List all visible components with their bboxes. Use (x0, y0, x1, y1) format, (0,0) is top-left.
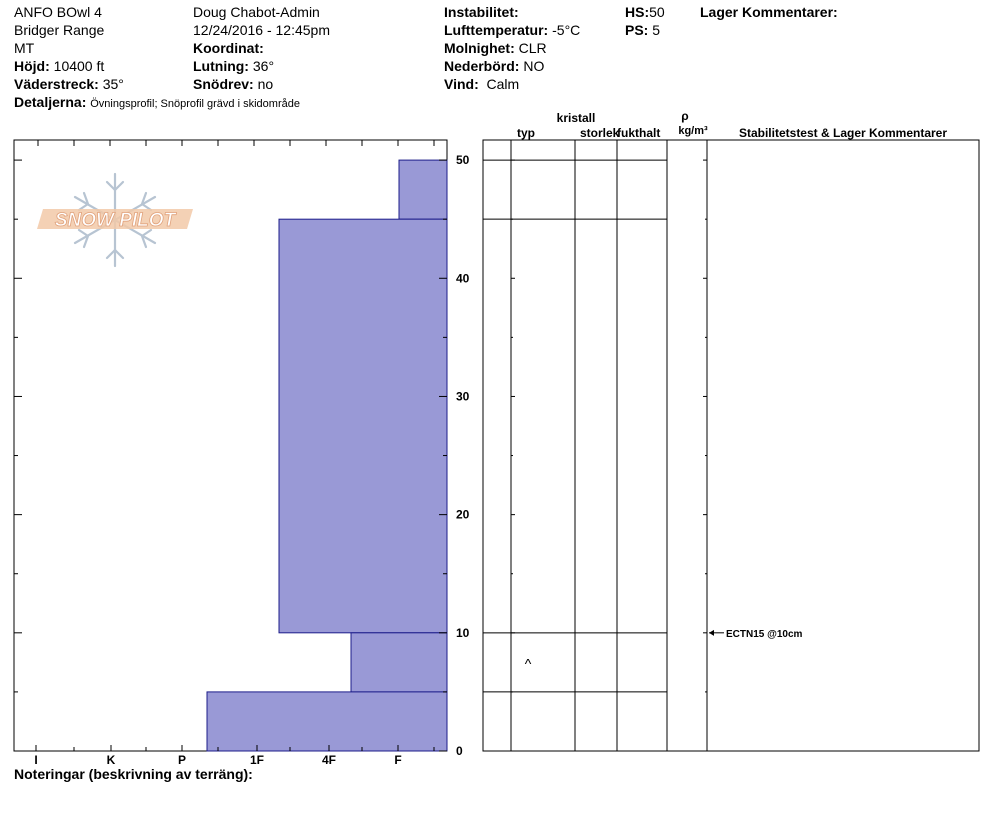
sky-label: Molnighet: (444, 40, 515, 56)
slope-label: Lutning: (193, 58, 249, 74)
stability-test-notes (709, 629, 803, 640)
instability-label: Instabilitet: (444, 4, 519, 20)
left-ticks (14, 160, 22, 751)
y-tick-label: 20 (456, 507, 470, 522)
y-tick-label: 10 (456, 625, 470, 640)
type-header: typ (517, 126, 535, 140)
density-unit-header: kg/m³ (678, 125, 708, 137)
observation-datetime: 12/24/2016 - 12:45pm (193, 22, 330, 38)
elevation-label: Höjd: (14, 58, 50, 74)
aspect-label: Väderstreck: (14, 76, 99, 92)
stability-arrowhead (709, 630, 714, 636)
moisture-header: fukthalt (617, 126, 661, 140)
notes-label: Noteringar (beskrivning av terräng): (14, 766, 253, 782)
grain-symbols (525, 655, 532, 671)
location-name: ANFO BOwl 4 (14, 4, 102, 20)
y-tick-label: 50 (456, 153, 470, 168)
hardness-label: F (394, 753, 402, 767)
snowpilot-logo (37, 174, 193, 266)
drift-label: Snödrev: (193, 76, 254, 92)
logo-text: SNOW PILOT (54, 210, 176, 231)
observer-name: Doug Chabot-Admin (193, 4, 320, 20)
slope-value: 36° (252, 58, 275, 74)
ps-value: 5 (652, 22, 661, 38)
hardness-label: P (177, 753, 187, 767)
snow-layer-3 (207, 692, 447, 751)
hs-label: HS: (625, 4, 650, 20)
table-ticks (511, 160, 707, 751)
hardness-label: 4F (321, 753, 337, 767)
coordinate-label: Koordinat: (193, 40, 264, 56)
wind-value: Calm (486, 76, 520, 92)
air-temp-label: Lufttemperatur: (444, 22, 549, 38)
top-ticks (38, 140, 434, 146)
wind-label: Vind: (444, 76, 479, 92)
stability-header: Stabilitetstest & Lager Kommentarer (738, 126, 948, 140)
elevation-value: 10400 ft (53, 58, 105, 74)
crystal-header: kristall (556, 111, 596, 125)
rho-header: ρ (681, 109, 689, 123)
details-label: Detaljerna: (14, 94, 87, 110)
hardness-label: 1F (249, 753, 265, 767)
snow-layer-1 (279, 219, 447, 633)
drift-value: no (257, 76, 274, 92)
layers-group (207, 160, 447, 751)
y-tick-label: 40 (456, 271, 470, 286)
ps-label: PS: (625, 22, 649, 38)
y-tick-label: 30 (456, 389, 470, 404)
layer-table-frame (483, 140, 979, 751)
hardness-label: K (106, 753, 116, 767)
aspect-value: 35° (102, 76, 124, 92)
precip-value: NO (523, 58, 545, 74)
y-tick-label: 0 (456, 744, 463, 758)
stability-test-label: ECTN15 @10cm (726, 628, 803, 640)
layer-comments-label: Lager Kommentarer: (700, 4, 838, 20)
state: MT (14, 40, 35, 56)
details-value: Övningsprofil; Snöprofil grävd i skidområde (90, 98, 300, 110)
hs-value: 50 (649, 4, 665, 20)
air-temp-value: -5°C (552, 22, 581, 38)
snow-layer-0 (399, 160, 447, 219)
grain-type-symbol: ^ (524, 655, 532, 672)
sky-value: CLR (518, 40, 547, 56)
size-header: storlek (580, 126, 620, 140)
mountain-range: Bridger Range (14, 22, 105, 38)
hardness-label: I (34, 753, 38, 767)
snow-layer-2 (351, 633, 447, 692)
precip-label: Nederbörd: (444, 58, 520, 74)
